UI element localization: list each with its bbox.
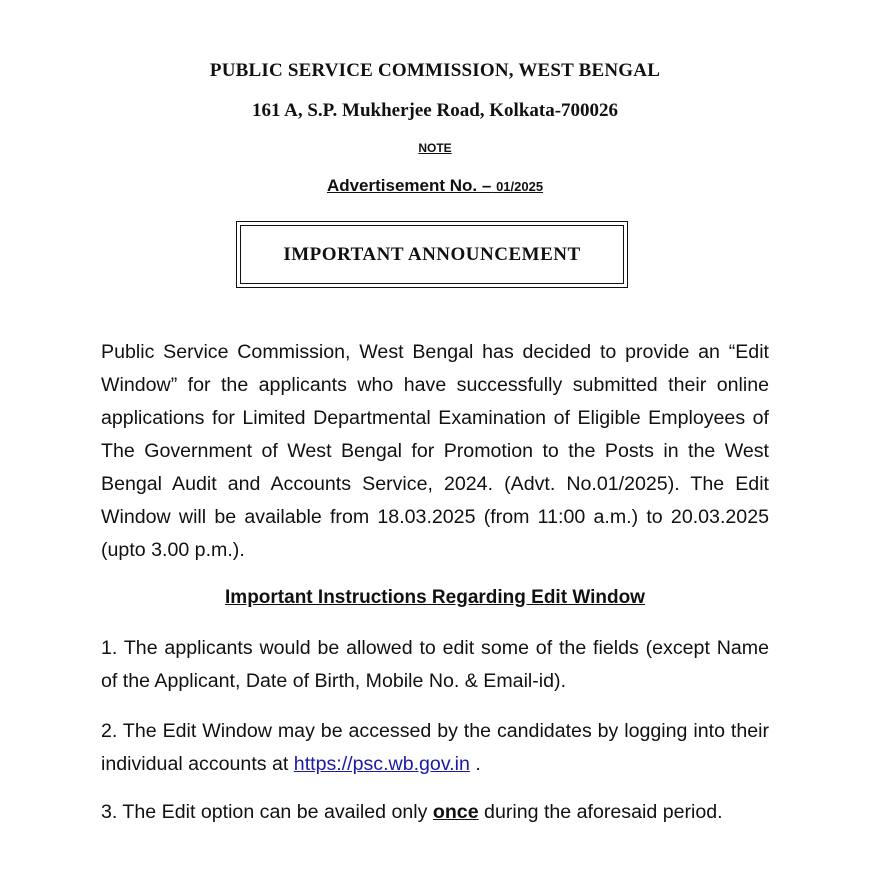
advertisement-label: Advertisement No. – [326,176,492,195]
instruction-item-2-text: 2. The Edit Window may be accessed by the candidates by logging into their individual accounts at [101,720,769,775]
instruction-item-3-text: 3. The Edit option can be availed only [101,801,433,823]
organization-name: PUBLIC SERVICE COMMISSION, WEST BENGAL [209,60,661,81]
announcement-box [236,221,628,288]
instruction-item-1: 1. The applicants would be allowed to edit some of the fields (except Name of the Applicant, Date of Birth, Mobile No. & Email-id). [101,637,769,692]
instruction-item-2-end: . [469,753,481,775]
advertisement-number: 01/2025 [496,179,544,194]
instruction-item-2 [101,715,769,781]
announcement-title: IMPORTANT ANNOUNCEMENT [240,225,624,284]
once-emphasis: once [432,801,479,823]
instructions-heading: Important Instructions Regarding Edit Window [225,587,645,608]
psc-website-link[interactable]: https://psc.wb.gov.in [293,753,470,775]
instruction-item-3-end: during the aforesaid period. [478,801,723,823]
instruction-item-3 [101,796,769,829]
advertisement-line [0,176,870,196]
note-label: NOTE [418,141,452,155]
organization-address: 161 A, S.P. Mukherjee Road, Kolkata-700026 [251,100,619,121]
intro-paragraph: Public Service Commission, West Bengal has decided to provide an “Edit Window” for the applicants who have successfully submitted their online applications for Limited Departmental Examination of Eligible Employees of The Government of West Bengal for Promotion to the Posts in the West Bengal Audit and Accounts Service, 2024. (Advt. No.01/2025). The Edit Window will be available from 18.03.2025 (from 11:00 a.m.) to 20.03.2025 (upto 3.00 p.m.). [101,341,769,561]
